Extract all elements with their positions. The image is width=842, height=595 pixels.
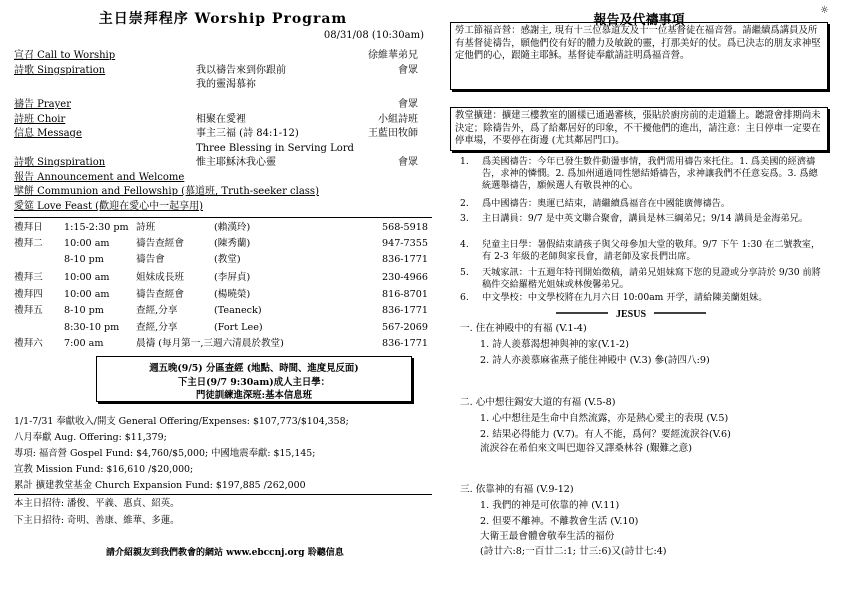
sermon-point: 2. 詩人亦羨慕麻雀燕子能住神殿中 (V.3) 參(詩四八:9) [480,355,710,366]
list-item [460,156,824,193]
announcements-panel [446,6,832,586]
finance-line: 八月奉獻 Aug. Offering: $11,379; [14,432,167,443]
schedule-phone: 568-5918 [382,222,428,233]
sermon-point: 大衛王最會體會敬奉生活的福份 [480,531,615,542]
schedule-day: 禮拜六 [14,338,43,349]
order-label: 詩班 Choir [14,114,66,125]
order-row [14,186,319,198]
item-text: 中文學校：中文學校將在九月六日 10:00am 开学，請給陳美蘭姐妹。 [482,292,768,303]
schedule-day: 禮拜三 [14,272,43,283]
service-date: 08/31/08 (10:30am) [323,30,424,41]
order-row [14,172,184,184]
schedule-time: 7:00 am [64,338,104,349]
schedule-time: 1:15-2:30 pm [64,222,129,233]
item-number: 2. [460,198,469,209]
schedule-day: 禮拜四 [14,289,43,300]
sermon-point: 2. 但要不離神。不離教會生活 (V.10) [480,516,639,527]
website-footer: 請介紹親友到我們教會的網站 www.ebccnj.org 聆聽信息 [106,548,344,558]
order-detail: 我以禱告來到你跟前 [196,65,286,76]
schedule-day: 禮拜二 [14,238,43,249]
item-number: 4. [460,239,469,250]
order-label: 詩歌 Singspiration [14,65,106,76]
order-row [14,128,432,140]
schedule-contact: (陳秀蘭) [214,238,251,249]
schedule-day: 禮拜五 [14,305,43,316]
divider [14,494,432,495]
sermon-point: 1. 心中想往是生命中自然流露，亦是熱心愛主的表現 (V.5) [480,413,729,424]
item-text: 主日講員：9/7 是中英文聯合聚會，講員是林三綱弟兄；9/14 講員是金海弟兄。 [482,213,809,224]
list-item [460,198,824,210]
schedule-event: 查經,分享 [136,322,178,333]
schedule-event: 禱告會 [136,254,165,265]
order-label: 宣召 Call to Worship [14,50,116,61]
labor-day-text: 勞工節福音營：感謝主, 現有十三位慕道友及十一位基督徒在福音營。請繼續爲講員及所有基督徒禱告，願他們佼有好的體力及敏銳的靈，打那美好的仗。爲已決志的朋友求神堅定他們的心，跟隨主耶穌。基督徒奉獻請註明爲福音營。 [455,25,821,61]
order-label: 詩歌 Singspiration [14,157,106,168]
item-text: 爲美國禱告：今年已發生數件動盪事情，我們需用禱告來托住。1. 爲美國的經濟禱告，求神的憐憫。2. 爲加州通過同性戀結婚禱告，求神讓我們不任意妄爲。3. 爲總統選舉禱告，願候選人有敬畏神的心。 [482,156,818,192]
order-row [14,65,432,77]
schedule-event: 姐妹成長班 [136,272,184,283]
schedule-phone: 230-4966 [382,272,428,283]
schedule-contact: (楊曉榮) [214,289,251,300]
worship-program-panel [14,6,432,586]
list-item [460,292,824,304]
item-text: 兒童主日學：暑假結束請孩子與父母參加大堂的敬拜。9/7 下午 1:30 在二號教室，有 2-3 年級的老師與家長會，請老師及家長們出席。 [482,239,821,263]
schedule-time: 8-10 pm [64,254,104,265]
order-detail: 我的靈渴慕祢 [196,79,256,90]
sermon-heading: 三. 依靠神的有福 (V.9-12) [460,484,574,495]
labor-day-box [450,22,828,90]
host-line: 下主日招待: 奇明、善康、維華、多蓮。 [14,515,180,526]
schedule-contact: (Fort Lee) [214,322,263,333]
order-detail: 惟主耶穌沐我心靈 [196,157,276,168]
expansion-text: 教堂擴建：擴建三樓教室的圖樣已通過審核，張貼於廚房前的走道牆上。聽證會排期尚未決定；除禱告外，爲了給鄰居好的印象，不干擾他們的進出，請注意：主日停車一定要在停車場，不要停在街邊 (尤其鄰居門口)。 [455,110,821,146]
schedule-row [14,237,432,250]
sermon-point: 流淚谷在希伯來文叫巴迦谷又譯桑林谷 (艱難之意) [480,443,693,454]
schedule-contact: (Teaneck) [214,305,262,316]
announcements-title: 報告及代禱事項 [593,13,685,28]
host-line: 本主日招待: 潘俊、平義、惠貞、紹英。 [14,498,180,509]
order-row [14,157,432,169]
list-item [460,213,824,225]
schedule-event: 禱告查經會 [136,289,184,300]
item-text: 天城家訊：十五週年特刊開始徵稿，請弟兄姐妹寫下您的見證或分享詩於 9/30 前將稿件交給羅楷光姐妹或林俊馨弟兄。 [482,267,821,291]
notice-line: 下主日(9/7 9:30am)成人主日學： [177,377,330,388]
schedule-contact: (李屏貞) [214,272,251,283]
order-detail: 事主三福 (詩 84:1-12) [196,128,299,139]
schedule-time: 8:30-10 pm [64,322,120,333]
schedule-contact: (賴漢玲) [214,222,251,233]
schedule-time: 10:00 am [64,289,110,300]
order-row [14,114,432,126]
order-label: 愛筵 Love Feast (歡迎在愛心中一起享用) [14,201,203,212]
order-person: 王藍田牧師 [368,128,418,139]
program-title: 主日崇拜程序 Worship Program [98,11,348,27]
schedule-row [14,321,432,334]
notice-line: 門徒訓練進深班:基本信息班 [196,390,312,401]
sermon-heading: 二. 心中想往錫安大道的有福 (V.5-8) [460,397,616,408]
sermon-point: 2. 結果必得能力 (V.7)。有人不能，爲何？要經流淚谷(V.6) [480,429,731,440]
announcement-box [96,356,412,402]
schedule-row [14,271,432,284]
finance-line: 專項: 福音營 Gospel Fund: $4,760/$5,000; 中國地震奉獻: $15,145; [14,448,316,459]
order-detail: 相聚在愛裡 [196,114,246,125]
sermon-heading: 一. 住在神殿中的有福 (V.1-4) [460,323,587,334]
schedule-row [14,304,432,317]
order-person: 小組詩班 [378,114,418,125]
sun-icon: ☼ [820,5,829,16]
schedule-day: 禮拜日 [14,222,43,233]
order-person: 會眾 [398,157,418,168]
schedule-event: 晨禱 (每月第一,三週六清晨於教堂) [136,338,284,349]
order-label: 禱告 Prayer [14,99,71,110]
finance-line: 1/1-7/31 奉獻收入/開支 General Offering/Expenses: $107,773/$104,358; [14,416,349,427]
schedule-row [14,221,432,234]
jesus-banner [556,307,706,319]
schedule-row [14,337,432,350]
schedule-time: 8-10 pm [64,305,104,316]
order-label: 信息 Message [14,128,82,139]
list-item [460,239,824,263]
order-detail: Three Blessing in Serving Lord [196,143,354,154]
finance-line: 宣教 Mission Fund: $16,610 /$20,000; [14,464,194,475]
finance-line: 累計 擴建教堂基金 Church Expansion Fund: $197,885 /262,000 [14,480,306,491]
schedule-row [14,288,432,301]
divider [14,217,432,218]
schedule-row [14,253,432,266]
schedule-contact: (教堂) [214,254,241,265]
order-person: 徐維華弟兄 [368,50,418,61]
order-person: 會眾 [398,99,418,110]
schedule-event: 查經,分享 [136,305,178,316]
order-row [14,201,203,213]
schedule-time: 10:00 am [64,238,110,249]
list-item [460,267,824,291]
schedule-phone: 836-1771 [382,338,428,349]
item-number: 1. [460,156,469,167]
expansion-box [450,107,828,151]
schedule-event: 禱告查經會 [136,238,184,249]
item-text: 爲中國禱告：奧運已結束，請繼續爲福音在中國能廣傳禱告。 [482,198,731,209]
sermon-point: (詩廿六:8;一百廿二:1; 廿三:6)又(詩廿七:4) [480,546,667,557]
notice-line: 週五晚(9/5) 分區查經 (地點、時間、進度見反面) [149,363,359,374]
order-label: 報告 Announcement and Welcome [14,172,185,183]
sermon-point: 1. 詩人羨慕渴想神與神的家(V.1-2) [480,339,629,350]
item-number: 5. [460,267,469,278]
sermon-point: 1. 我們的神是可依靠的神 (V.11) [480,500,620,511]
schedule-phone: 567-2069 [382,322,428,333]
order-row [14,99,432,111]
order-row [14,50,432,62]
schedule-phone: 947-7355 [382,238,428,249]
schedule-phone: 836-1771 [382,254,428,265]
order-label: 擘餅 Communion and Fellowship (慕道班, Truth-seeker class) [14,186,319,197]
schedule-event: 詩班 [136,222,156,233]
item-number: 6. [460,292,469,303]
item-number: 3. [460,213,469,224]
schedule-phone: 836-1771 [382,305,428,316]
jesus-text: JESUS [615,309,647,319]
schedule-time: 10:00 am [64,272,110,283]
schedule-phone: 816-8701 [382,289,428,300]
order-person: 會眾 [398,65,418,76]
